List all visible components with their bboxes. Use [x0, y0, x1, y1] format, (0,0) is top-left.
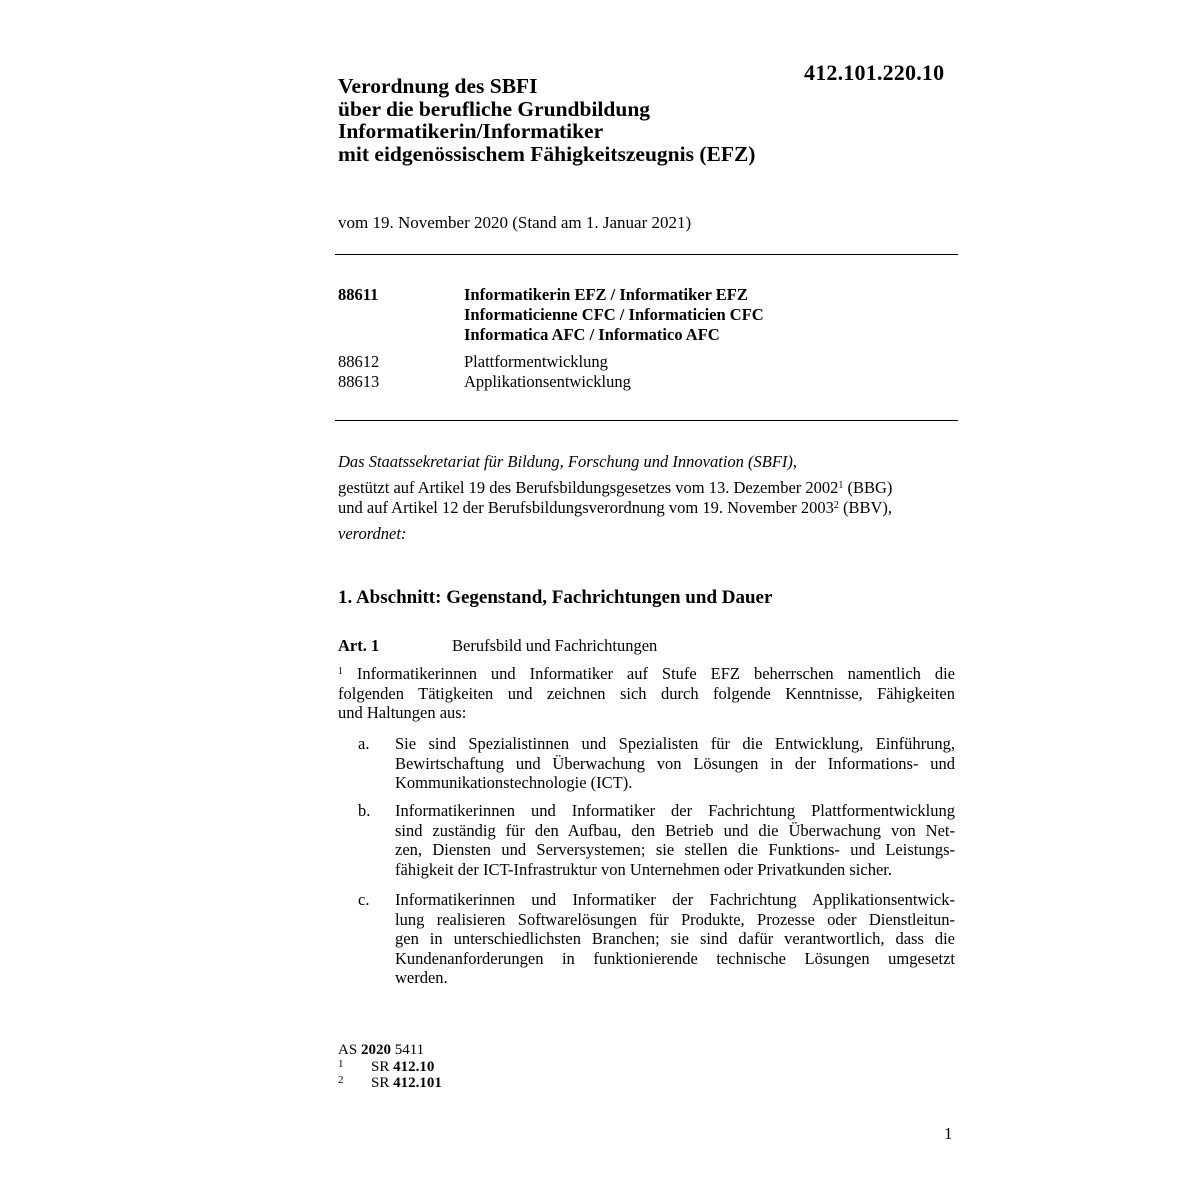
preamble-authority: Das Staatssekretariat für Bildung, Forschung und Innovation (SBFI), [338, 452, 798, 471]
list-line: gen in unterschiedlichsten Branchen; sie sind dafür verantwortlich, dass die [395, 929, 955, 948]
date-line: vom 19. November 2020 (Stand am 1. Januar 2021) [338, 213, 692, 232]
footnote-ref: 1 [838, 480, 844, 491]
list-line: sind zuständig für den Aufbau, den Betrieb und die Überwachung von Net- [395, 820, 955, 840]
divider-top [335, 254, 958, 255]
footnote-ref: 2 [833, 500, 839, 511]
as-prefix: AS [338, 1042, 361, 1058]
list-line: werden. [395, 968, 448, 987]
page-number: 1 [944, 1124, 953, 1143]
specialisation-name: Applikationsentwicklung [464, 372, 631, 391]
paragraph-number: 1 [338, 666, 343, 677]
as-page: 5411 [390, 1042, 425, 1058]
preamble-text: gestützt auf Artikel 19 des Berufsbildungsgesetzes vom 13. Dezember 2002 [338, 478, 839, 497]
specialisation-code: 88613 [338, 372, 380, 391]
title-line: Informatikerin/Informatiker [338, 119, 604, 143]
specialisation-code: 88612 [338, 352, 380, 371]
list-line: Bewirtschaftung und Überwachung von Lösungen in der Informations- und [395, 753, 955, 773]
occupation-name: Informatica AFC / Informatico AFC [464, 325, 720, 344]
preamble-verb: verordnet: [338, 524, 407, 543]
footnote-number: 1 [338, 1057, 344, 1070]
paragraph-line: folgenden Tätigkeiten und zeichnen sich durch folgende Kenntnisse, Fähigkeiten [338, 683, 955, 703]
section-heading: 1. Abschnitt: Gegenstand, Fachrichtungen und Dauer [338, 587, 773, 608]
specialisation-name: Plattformentwicklung [464, 352, 608, 371]
list-line: Informatikerinnen und Informatiker der Fachrichtung Applikationsentwick- [395, 890, 955, 909]
footnote-ref-text: 412.101 [393, 1075, 442, 1091]
paragraph-line: und Haltungen aus: [338, 703, 467, 722]
sr-number: 412.101.220.10 [804, 60, 945, 85]
title-line: Verordnung des SBFI [338, 74, 538, 98]
list-line: Informatikerinnen und Informatiker der Fachrichtung Plattformentwicklung [395, 801, 955, 820]
footnote-prefix: SR [371, 1058, 394, 1075]
document-title [338, 75, 755, 165]
list-text [395, 801, 955, 879]
list-text [395, 734, 955, 793]
occupation-name: Informatikerin EFZ / Informatiker EFZ [464, 285, 748, 304]
list-line: zen, Diensten und Serversystemen; sie stellen die Funktions- und Leistungs- [395, 840, 955, 859]
preamble-basis-line [338, 478, 956, 498]
list-line: fähigkeit der ICT-Infrastruktur von Unternehmen oder Privatkunden sicher. [395, 859, 892, 879]
footnote-prefix: SR [371, 1075, 394, 1091]
as-year: 2020 [360, 1042, 391, 1058]
preamble-text: (BBG) [843, 478, 893, 497]
article-title: Berufsbild und Fachrichtungen [452, 636, 658, 655]
title-line: über die berufliche Grundbildung [338, 96, 651, 121]
occupation-names [464, 285, 764, 345]
divider-bottom [335, 420, 958, 421]
preamble-text: (BBV), [838, 498, 893, 517]
article-label: Art. 1 [338, 636, 380, 655]
list-text [395, 890, 955, 988]
list-letter: b. [358, 801, 371, 820]
list-line: Kundenanforderungen in funktionierende technische Lösungen umgesetzt [395, 948, 955, 968]
paragraph-line [338, 664, 955, 684]
list-letter: a. [358, 734, 370, 753]
title-line: mit eidgenössischem Fähigkeitszeugnis (EFZ) [338, 141, 756, 166]
list-line: Sie sind Spezialistinnen und Spezialisten für die Entwicklung, Einführung, [395, 734, 955, 753]
occupation-code: 88611 [338, 285, 379, 304]
footnote-ref-text: 412.10 [393, 1058, 435, 1075]
article-paragraph [338, 664, 955, 723]
article-heading [338, 636, 658, 656]
list-line: Kommunikationstechnologie (ICT). [395, 773, 633, 792]
list-letter: c. [358, 890, 370, 909]
footnote-number: 2 [338, 1074, 344, 1086]
list-line: lung realisieren Softwarelösungen für Produkte, Prozesse oder Dienstleitun- [395, 909, 955, 929]
preamble-text: und auf Artikel 12 der Berufsbildungsverordnung vom 19. November 2003 [338, 498, 834, 517]
preamble-basis-line [338, 498, 956, 518]
paragraph-text: Informatikerinnen und Informatiker auf Stufe EFZ beherrschen namentlich die [343, 664, 955, 683]
occupation-name: Informaticienne CFC / Informaticien CFC [464, 305, 764, 324]
